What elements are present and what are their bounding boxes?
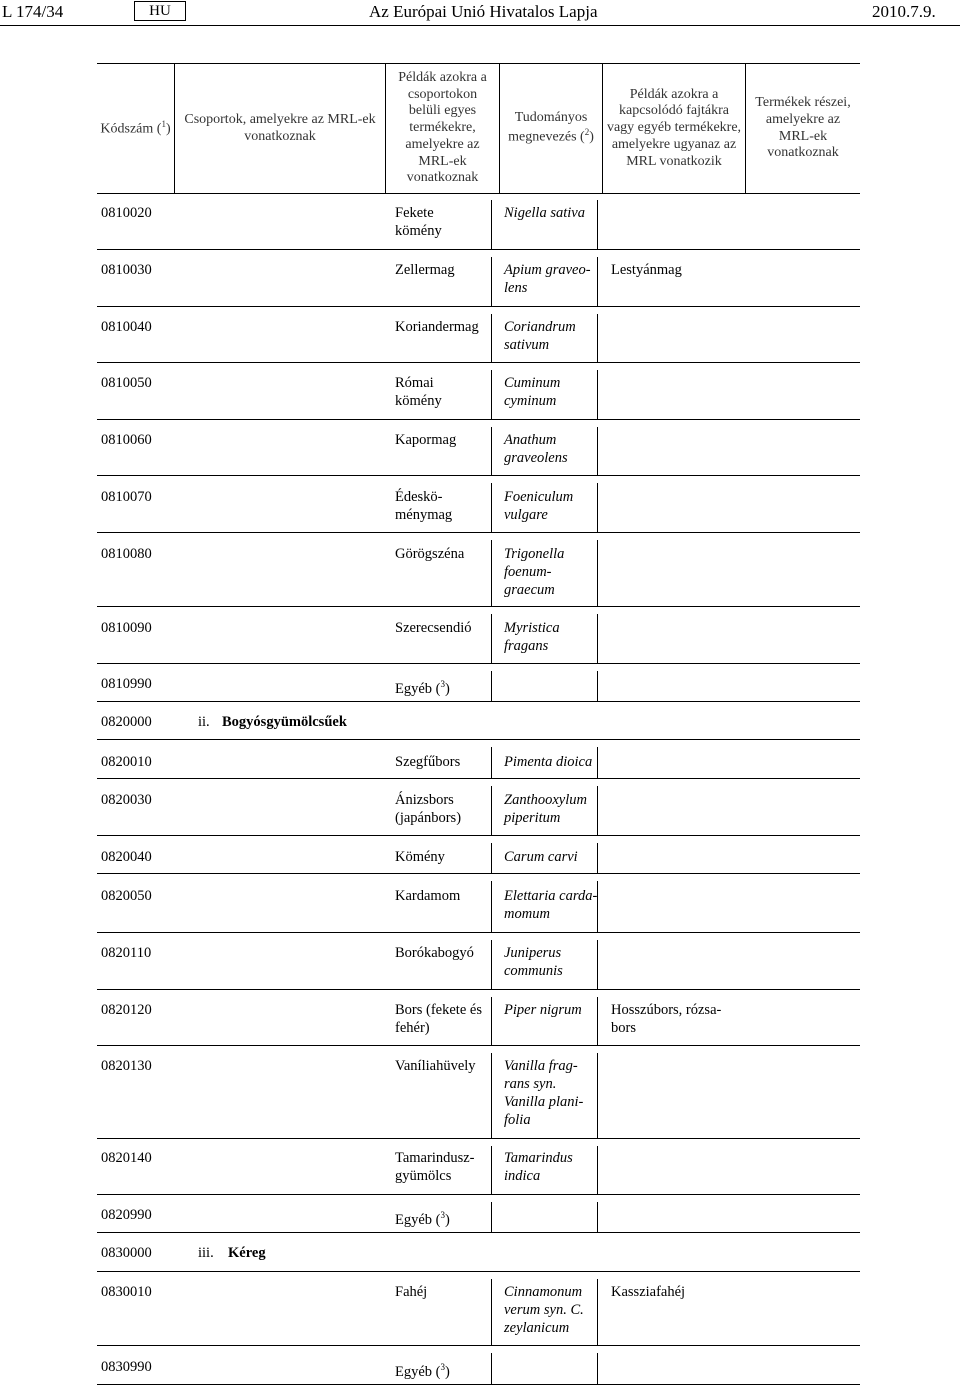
footnote-close: ) bbox=[445, 1363, 450, 1380]
scientific-name: indica bbox=[504, 1168, 541, 1184]
scientific-name: graecum bbox=[504, 582, 555, 598]
scientific-name: Coriandrum bbox=[504, 319, 576, 335]
header-related-products: Példák azokra a kapcsolódó fajtákra vagy egyéb termékekre, amelyekre ugyanaz az MRL vonatkozik bbox=[606, 86, 742, 169]
scientific-name: folia bbox=[504, 1112, 531, 1128]
product-name: Koriandermag bbox=[395, 319, 479, 335]
cell-divider bbox=[597, 671, 598, 701]
product-name: Egyéb ($^3$) bbox=[395, 679, 450, 697]
scientific-name: Zanthooxylum bbox=[504, 792, 587, 808]
row-code: 0810050 bbox=[101, 375, 152, 391]
scientific-name: communis bbox=[504, 963, 563, 979]
header-code: Kódszám ($^1$) bbox=[100, 118, 171, 137]
row-separator bbox=[97, 739, 860, 740]
footnote-ref: 3 bbox=[440, 1210, 445, 1220]
header-groups: Csoportok, amelyekre az MRL-ek vonatkoznak bbox=[184, 111, 376, 144]
cell-divider bbox=[491, 1053, 492, 1138]
product-name: Görögszéna bbox=[395, 546, 465, 562]
scientific-name: Foeniculum bbox=[504, 489, 574, 505]
scientific-name: Nigella sativa bbox=[504, 205, 585, 221]
row-code: 0820140 bbox=[101, 1150, 152, 1166]
cell-divider bbox=[597, 786, 598, 835]
scientific-name: verum syn. C. bbox=[504, 1302, 584, 1318]
row-separator bbox=[97, 873, 860, 874]
row-separator bbox=[97, 1138, 860, 1139]
cell-divider bbox=[491, 1202, 492, 1232]
related-product: bors bbox=[611, 1020, 636, 1036]
product-name: Római bbox=[395, 375, 434, 391]
scientific-name: Apium graveo- bbox=[504, 262, 591, 278]
row-separator bbox=[97, 663, 860, 664]
scientific-name: Trigonella bbox=[504, 546, 565, 562]
scientific-name: vulgare bbox=[504, 507, 548, 523]
cell-divider bbox=[597, 1279, 598, 1345]
related-product: Lestyánmag bbox=[611, 262, 682, 278]
row-separator bbox=[97, 532, 860, 533]
row-code: 0820110 bbox=[101, 945, 152, 961]
row-code: 0820040 bbox=[101, 849, 152, 865]
scientific-name: Pimenta dioica bbox=[504, 754, 593, 770]
cell-divider bbox=[491, 427, 492, 475]
row-code: 0820010 bbox=[101, 754, 152, 770]
header-product-parts: Termékek részei, amelyekre az MRL-ek vonatkoznak bbox=[755, 94, 851, 161]
scientific-name: Piper nigrum bbox=[504, 1002, 582, 1018]
scientific-name: Carum carvi bbox=[504, 849, 578, 865]
row-code: 0820120 bbox=[101, 1002, 152, 1018]
row-separator bbox=[97, 1345, 860, 1346]
cell-divider bbox=[597, 1353, 598, 1384]
product-name: Egyéb ($^3$) bbox=[395, 1362, 450, 1380]
header-scientific-name: Tudományos megnevezés ($^2$) bbox=[508, 110, 594, 145]
product-name: Fahéj bbox=[395, 1284, 428, 1300]
scientific-name: Tamarindus bbox=[504, 1150, 573, 1166]
scientific-name: sativum bbox=[504, 337, 550, 353]
footnote-close: ) bbox=[445, 680, 450, 697]
row-separator bbox=[97, 778, 860, 779]
scientific-name: Cuminum bbox=[504, 375, 561, 391]
scientific-name: zeylanicum bbox=[504, 1320, 570, 1336]
cell-divider bbox=[597, 314, 598, 362]
row-code: 0820050 bbox=[101, 888, 152, 904]
cell-divider bbox=[491, 200, 492, 249]
group-number: ii. bbox=[198, 714, 210, 730]
header-examples: Példák azokra a csoportokon belüli egyes termékekre, amelyekre az MRL-ek vonatkoznak bbox=[398, 69, 487, 186]
footnote-close: ) bbox=[445, 1211, 450, 1228]
row-separator bbox=[97, 1194, 860, 1195]
row-separator bbox=[97, 419, 860, 420]
product-name: Tamarindusz- bbox=[395, 1150, 475, 1166]
row-code: 0820000 bbox=[101, 714, 152, 730]
row-code: 0830010 bbox=[101, 1284, 152, 1300]
journal-title: Az Európai Unió Hivatalos Lapja bbox=[369, 2, 598, 21]
cell-divider bbox=[491, 614, 492, 663]
product-name: Vaníliahüvely bbox=[395, 1058, 476, 1074]
cell-divider bbox=[491, 1353, 492, 1384]
footnote-ref: 3 bbox=[440, 1362, 445, 1372]
row-separator bbox=[97, 362, 860, 363]
scientific-name: rans syn. bbox=[504, 1076, 557, 1092]
scientific-name: Vanilla frag- bbox=[504, 1058, 578, 1074]
row-code: 0810070 bbox=[101, 489, 152, 505]
cell-divider bbox=[491, 314, 492, 362]
cell-divider bbox=[597, 1053, 598, 1138]
cell-divider bbox=[491, 747, 492, 778]
scientific-name: graveolens bbox=[504, 450, 568, 466]
scientific-name: lens bbox=[504, 280, 528, 296]
cell-divider bbox=[491, 257, 492, 306]
row-separator bbox=[97, 932, 860, 933]
row-separator bbox=[97, 475, 860, 476]
scientific-name: Juniperus bbox=[504, 945, 562, 961]
row-separator bbox=[97, 1045, 860, 1046]
row-separator bbox=[97, 989, 860, 990]
header-rule bbox=[0, 25, 960, 26]
scientific-name: fragans bbox=[504, 638, 549, 654]
row-code: 0820990 bbox=[101, 1207, 152, 1223]
cell-divider bbox=[491, 540, 492, 606]
row-separator bbox=[97, 1232, 860, 1233]
cell-divider bbox=[597, 540, 598, 606]
product-name: ménymag bbox=[395, 507, 453, 523]
product-name: Szerecsendió bbox=[395, 620, 472, 636]
row-code: 0830000 bbox=[101, 1245, 152, 1261]
cell-divider bbox=[597, 940, 598, 989]
product-name: Kapormag bbox=[395, 432, 457, 448]
scientific-name: momum bbox=[504, 906, 550, 922]
scientific-name: foenum- bbox=[504, 564, 552, 580]
cell-divider bbox=[491, 843, 492, 873]
language-badge: HU bbox=[134, 1, 186, 21]
cell-divider bbox=[597, 200, 598, 249]
cell-divider bbox=[597, 370, 598, 419]
row-code: 0820030 bbox=[101, 792, 152, 808]
row-code: 0810080 bbox=[101, 546, 152, 562]
cell-divider bbox=[491, 483, 492, 532]
cell-divider bbox=[491, 940, 492, 989]
cell-divider bbox=[597, 997, 598, 1045]
row-code: 0810040 bbox=[101, 319, 152, 335]
cell-divider bbox=[597, 1146, 598, 1194]
row-code: 0810030 bbox=[101, 262, 152, 278]
row-code: 0810090 bbox=[101, 620, 152, 636]
row-separator bbox=[97, 1271, 860, 1272]
product-name: kömény bbox=[395, 223, 442, 239]
cell-divider bbox=[491, 370, 492, 419]
cell-divider bbox=[597, 483, 598, 532]
footnote-ref: 3 bbox=[440, 679, 445, 689]
cell-divider bbox=[597, 1202, 598, 1232]
product-name: Kömény bbox=[395, 849, 445, 865]
group-name: Kéreg bbox=[228, 1245, 266, 1261]
group-number: iii. bbox=[198, 1245, 214, 1261]
product-name: Fekete bbox=[395, 205, 434, 221]
page-header bbox=[0, 0, 960, 26]
product-name: Egyéb ($^3$) bbox=[395, 1210, 450, 1228]
cell-divider bbox=[491, 1146, 492, 1194]
cell-divider bbox=[491, 786, 492, 835]
row-code: 0810020 bbox=[101, 205, 152, 221]
scientific-name: Myristica bbox=[504, 620, 560, 636]
related-product: Kassziafahéj bbox=[611, 1284, 686, 1300]
group-name: Bogyósgyümölcsűek bbox=[222, 714, 347, 730]
cell-divider bbox=[491, 997, 492, 1045]
product-name: Szegfűbors bbox=[395, 754, 461, 770]
scientific-name: piperitum bbox=[504, 810, 561, 826]
cell-divider bbox=[597, 881, 598, 932]
scientific-name: cyminum bbox=[504, 393, 557, 409]
cell-divider bbox=[597, 747, 598, 778]
cell-divider bbox=[491, 671, 492, 701]
row-code: 0810060 bbox=[101, 432, 152, 448]
cell-divider bbox=[597, 427, 598, 475]
scientific-name: Anathum bbox=[504, 432, 557, 448]
row-code: 0810990 bbox=[101, 676, 152, 692]
product-name: fehér) bbox=[395, 1020, 430, 1036]
cell-divider bbox=[491, 1279, 492, 1345]
scientific-name: Cinnamonum bbox=[504, 1284, 583, 1300]
row-separator bbox=[97, 701, 860, 702]
cell-divider bbox=[597, 614, 598, 663]
product-name: Kardamom bbox=[395, 888, 461, 904]
row-separator bbox=[97, 835, 860, 836]
product-name: Édeskö- bbox=[395, 489, 443, 505]
row-code: 0830990 bbox=[101, 1359, 152, 1375]
product-name: Borókabogyó bbox=[395, 945, 474, 961]
row-separator bbox=[97, 249, 860, 250]
row-separator bbox=[97, 606, 860, 607]
row-separator bbox=[97, 306, 860, 307]
page-reference: L 174/34 bbox=[2, 2, 64, 21]
cell-divider bbox=[491, 881, 492, 932]
product-name: Ánizsbors bbox=[395, 792, 454, 808]
publication-date: 2010.7.9. bbox=[872, 2, 936, 21]
product-name: (japánbors) bbox=[395, 810, 462, 826]
scientific-name: Vanilla plani- bbox=[504, 1094, 584, 1110]
product-name: kömény bbox=[395, 393, 442, 409]
row-separator bbox=[97, 1384, 860, 1385]
product-name: Bors (fekete és bbox=[395, 1002, 482, 1018]
cell-divider bbox=[597, 843, 598, 873]
table-column-header bbox=[97, 63, 860, 194]
cell-divider bbox=[597, 257, 598, 306]
product-name: gyümölcs bbox=[395, 1168, 452, 1184]
row-code: 0820130 bbox=[101, 1058, 152, 1074]
scientific-name: Elettaria carda- bbox=[504, 888, 598, 904]
product-name: Zellermag bbox=[395, 262, 455, 278]
related-product: Hosszúbors, rózsa- bbox=[611, 1002, 722, 1018]
